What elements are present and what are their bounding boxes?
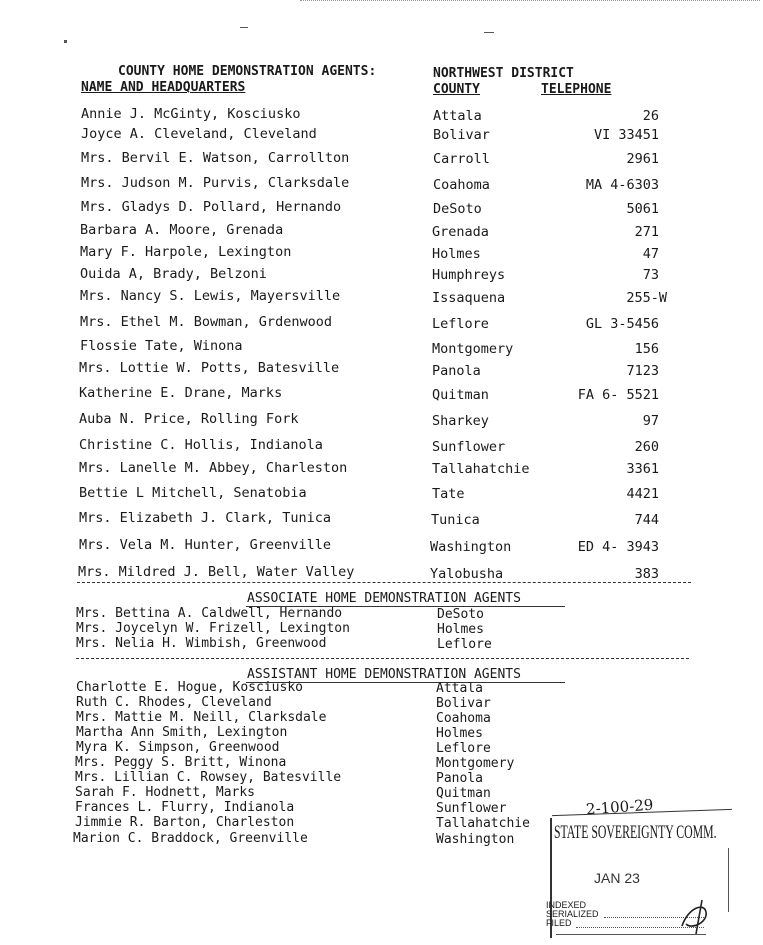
agent-county: Issaquena [432, 290, 506, 306]
assistant-name: Martha Ann Smith, Lexington [76, 725, 288, 740]
assistant-name: Jimmie R. Barton, Charleston [75, 815, 295, 830]
column-header-telephone: TELEPHONE [541, 82, 612, 97]
assistant-name: Charlotte E. Hogue, Kosciusko [76, 680, 303, 695]
assistant-county: Leflore [436, 741, 491, 756]
assistant-name: Mrs. Mattie M. Neill, Clarksdale [76, 710, 327, 725]
associate-name: Mrs. Nelia H. Wimbish, Greenwood [76, 636, 327, 651]
agent-phone: 26 [642, 108, 659, 124]
agent-name: Mrs. Bervil E. Watson, Carrollton [81, 150, 350, 166]
assistant-county: Tallahatchie [436, 816, 530, 831]
assistant-county: Montgomery [436, 756, 515, 771]
agent-phone: GL 3-5456 [585, 316, 659, 332]
agent-name: Mrs. Judson M. Purvis, Clarksdale [81, 175, 350, 191]
agent-phone: 5061 [626, 201, 659, 217]
assistant-county: Panola [436, 771, 483, 786]
agent-phone: 4421 [626, 486, 659, 502]
agent-name: Mrs. Lottie W. Potts, Batesville [79, 360, 340, 376]
agent-county: Sunflower [432, 439, 506, 455]
agent-phone: 271 [634, 224, 659, 240]
assistant-county: Sunflower [436, 801, 507, 816]
speck [64, 40, 67, 43]
agent-county: Tallahatchie [432, 461, 530, 477]
column-header-name: NAME AND HEADQUARTERS [81, 80, 246, 95]
stamp-serialized: SERIALIZED [546, 909, 599, 919]
assistant-name: Marion C. Braddock, Greenville [73, 831, 308, 846]
associate-county: Leflore [437, 637, 492, 652]
section-divider [76, 658, 689, 659]
agent-county: Panola [432, 363, 481, 379]
assistant-name: Mrs. Lillian C. Rowsey, Batesville [75, 770, 342, 785]
agent-name: Mrs. Gladys D. Pollard, Hernando [81, 199, 342, 215]
stamp-right-edge [728, 848, 729, 912]
column-header-county: COUNTY [433, 82, 480, 97]
agent-name: Mrs. Ethel M. Bowman, Grdenwood [80, 314, 332, 330]
agent-county: Humphreys [432, 267, 506, 283]
agent-phone: 47 [642, 246, 659, 262]
assistant-county: Washington [436, 832, 515, 847]
agent-phone: FA 6- 5521 [577, 387, 659, 403]
agent-county: Grenada [432, 224, 489, 240]
stamp-bottom-line [556, 934, 706, 935]
agent-name: Annie J. McGinty, Kosciusko [81, 106, 301, 122]
assistant-name: Frances L. Flurry, Indianola [75, 800, 295, 815]
agent-name: Mrs. Elizabeth J. Clark, Tunica [79, 510, 331, 526]
archive-stamp [536, 796, 763, 945]
section-divider [77, 582, 691, 583]
agent-county: Attala [433, 108, 482, 124]
assistant-name: Ruth C. Rhodes, Cleveland [76, 695, 272, 710]
assistant-county: Attala [436, 681, 483, 696]
associate-name: Mrs. Joycelyn W. Frizell, Lexington [76, 621, 350, 636]
agent-county: Quitman [432, 387, 489, 403]
district-title: NORTHWEST DISTRICT [433, 66, 574, 81]
agent-name: Mrs. Vela M. Hunter, Greenville [79, 537, 331, 553]
agent-phone: 156 [634, 341, 659, 357]
agent-phone: ED 4- 3943 [577, 539, 659, 555]
associate-section-title: ASSOCIATE HOME DEMONSTRATION AGENTS [247, 591, 521, 606]
agent-phone: 260 [634, 439, 659, 455]
agent-county: DeSoto [433, 201, 482, 217]
assistant-section-title: ASSISTANT HOME DEMONSTRATION AGENTS [247, 667, 521, 682]
agent-county: Montgomery [432, 341, 514, 357]
agent-name: Katherine E. Drane, Marks [79, 385, 283, 401]
agent-phone: MA 4-6303 [585, 177, 659, 193]
agent-county: Carroll [433, 151, 490, 167]
agent-name: Bettie L Mitchell, Senatobia [79, 485, 307, 501]
agent-name: Ouida A, Brady, Belzoni [80, 266, 267, 282]
agent-name: Joyce A. Cleveland, Cleveland [81, 126, 317, 142]
agent-name: Flossie Tate, Winona [80, 338, 243, 354]
top-dotted-edge [300, 0, 760, 1]
agent-phone: VI 33451 [593, 127, 659, 143]
agent-phone: 2961 [626, 151, 659, 167]
assistant-name: Myra K. Simpson, Greenwood [76, 740, 280, 755]
speck [240, 27, 248, 28]
agent-name: Mrs. Mildred J. Bell, Water Valley [78, 564, 355, 580]
agent-phone: 255-W [626, 290, 667, 306]
assistant-county: Bolivar [436, 696, 491, 711]
agent-county: Yalobusha [430, 566, 504, 582]
agent-county: Tunica [431, 512, 480, 528]
agent-name: Mrs. Nancy S. Lewis, Mayersville [80, 288, 341, 304]
assistant-name: Sarah F. Hodnett, Marks [75, 785, 256, 800]
agent-county: Coahoma [433, 177, 490, 193]
stamp-indexed: INDEXED [546, 900, 587, 910]
assistant-county: Coahoma [436, 711, 491, 726]
agent-name: Christine C. Hollis, Indianola [79, 437, 323, 453]
handwritten-file-number: 2-100-29 [585, 795, 654, 819]
agent-name: Auba N. Price, Rolling Fork [79, 411, 299, 427]
agent-county: Leflore [432, 316, 489, 332]
speck [484, 32, 494, 33]
stamp-filed: FILED [546, 918, 572, 928]
agent-phone: 744 [634, 512, 659, 528]
assistant-name: Mrs. Peggy S. Britt, Winona [75, 755, 287, 770]
agent-name: Mary F. Harpole, Lexington [80, 244, 292, 260]
associate-name: Mrs. Bettina A. Caldwell, Hernando [76, 606, 343, 621]
agent-phone: 7123 [626, 363, 659, 379]
agent-county: Sharkey [432, 413, 489, 429]
agent-name: Barbara A. Moore, Grenada [80, 222, 284, 238]
agent-phone: 3361 [626, 461, 659, 477]
agent-phone: 383 [634, 566, 659, 582]
stamp-agency: STATE SOVEREIGNTY COMM. [554, 822, 717, 843]
agent-phone: 97 [642, 413, 659, 429]
assistant-county: Holmes [436, 726, 483, 741]
assistant-county: Quitman [436, 786, 491, 801]
agent-phone: 73 [642, 267, 659, 283]
associate-county: DeSoto [437, 607, 484, 622]
agent-name: Mrs. Lanelle M. Abbey, Charleston [79, 460, 348, 476]
agent-county: Tate [432, 486, 465, 502]
document-title: COUNTY HOME DEMONSTRATION AGENTS: [118, 64, 377, 79]
agent-county: Bolivar [433, 127, 490, 143]
agent-county: Washington [430, 539, 512, 555]
agent-county: Holmes [432, 246, 481, 262]
associate-county: Holmes [437, 622, 484, 637]
stamp-date: JAN 23 [594, 870, 640, 886]
stamp-initials-mark [676, 896, 716, 936]
